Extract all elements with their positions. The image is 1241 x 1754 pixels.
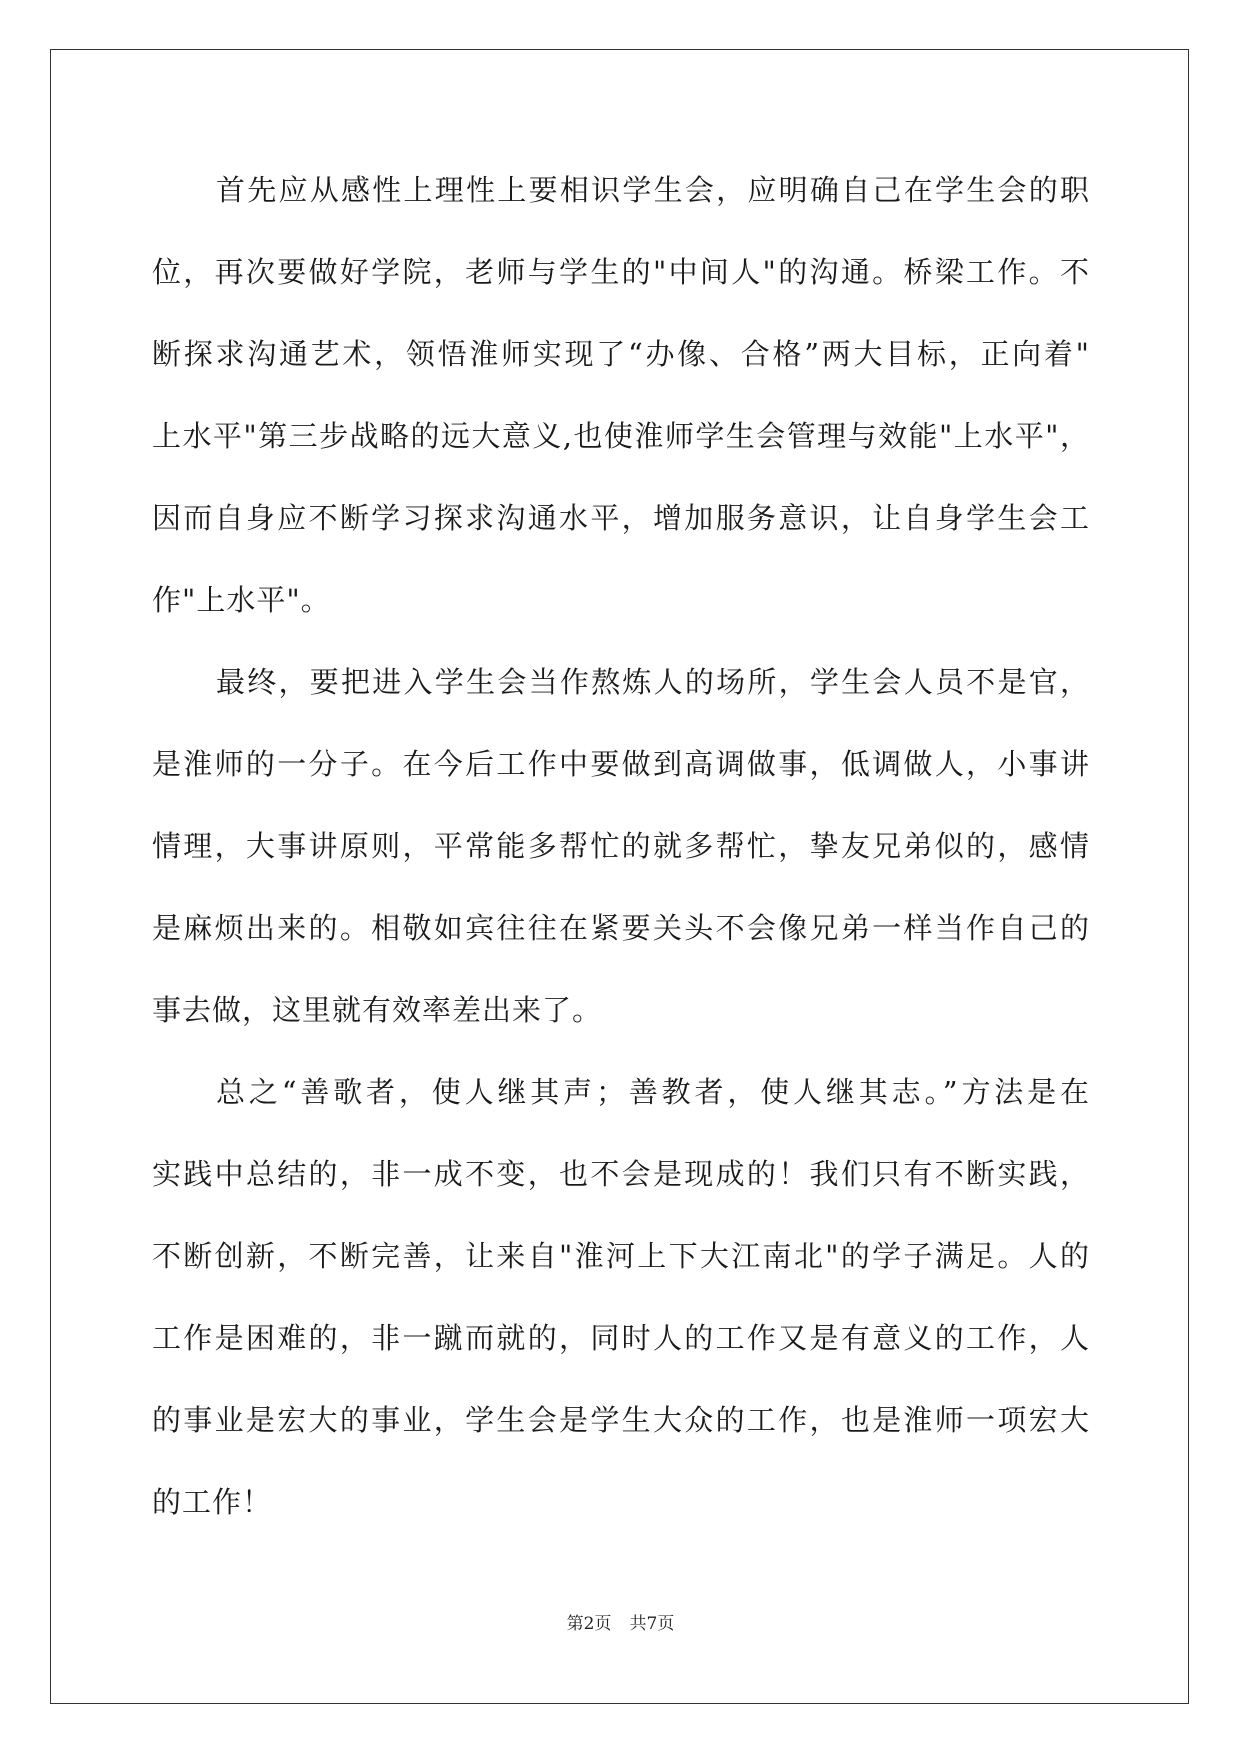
- paragraph-3-line-1: 总之“善歌者，使人继其声；善教者，使人继其志。”方法是在: [216, 1075, 1090, 1109]
- paragraph-1-line-1: 首先应从感性上理性上要相识学生会，应明确自己在学生会的职: [216, 173, 1090, 207]
- paragraph-2-line-3: 情理，大事讲原则，平常能多帮忙的就多帮忙，挚友兄弟似的，感情: [152, 829, 1090, 863]
- paragraph-2-line-5: 事去做，这里就有效率差出来了。: [152, 993, 603, 1027]
- page-number: 第2页: [566, 1614, 612, 1634]
- paragraph-1-line-3: 断探求沟通艺术，领悟淮师实现了“办像、合格”两大目标，正向着": [152, 337, 1090, 371]
- paragraph-2-line-2: 是淮师的一分子。在今后工作中要做到高调做事，低调做人，小事讲: [152, 747, 1090, 781]
- paragraph-3-line-4: 工作是困难的，非一蹴而就的，同时人的工作又是有意义的工作，人: [152, 1321, 1090, 1355]
- document-body: [152, 162, 1090, 1556]
- total-pages: 共7页: [629, 1614, 675, 1634]
- paragraph-1-line-2: 位，再次要做好学院，老师与学生的"中间人"的沟通。桥梁工作。不: [152, 255, 1090, 289]
- paragraph-3-line-2: 实践中总结的，非一成不变，也不会是现成的！我们只有不断实践，: [152, 1157, 1090, 1191]
- paragraph-1-line-4: 上水平"第三步战略的远大意义,也使淮师学生会管理与效能"上水平"，: [152, 419, 1090, 453]
- paragraph-2-line-4: 是麻烦出来的。相敬如宾往往在紧要关头不会像兄弟一样当作自己的: [152, 911, 1090, 945]
- paragraph-2-line-1: 最终，要把进入学生会当作熬炼人的场所，学生会人员不是官，: [216, 665, 1090, 699]
- paragraph-1-line-5: 因而自身应不断学习探求沟通水平，增加服务意识，让自身学生会工: [152, 501, 1090, 535]
- paragraph-3-line-6: 的工作！: [152, 1485, 273, 1519]
- paragraph-1-line-6: 作"上水平"。: [152, 583, 331, 617]
- page-footer: [0, 1609, 1241, 1634]
- paragraph-3-line-3: 不断创新，不断完善，让来自"淮河上下大江南北"的学子满足。人的: [152, 1239, 1090, 1273]
- paragraph-3-line-5: 的事业是宏大的事业，学生会是学生大众的工作，也是淮师一项宏大: [152, 1403, 1090, 1437]
